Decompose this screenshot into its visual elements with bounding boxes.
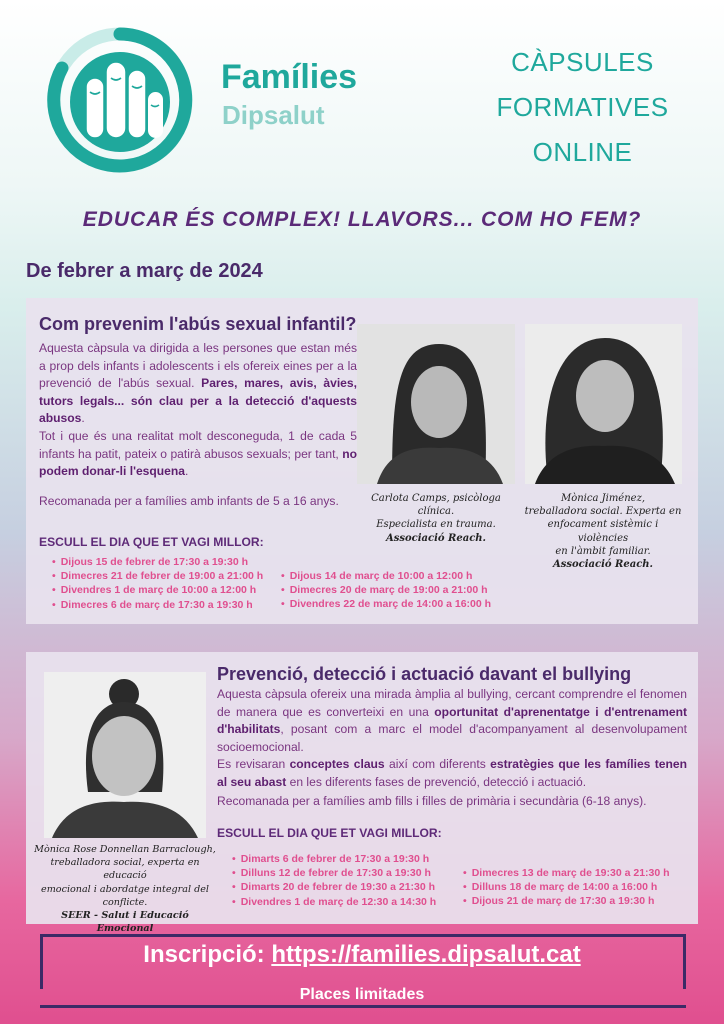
session-item: • Dijous 15 de febrer de 17:30 a 19:30 h [52,555,263,569]
recommended-age: Recomanada per a famílies amb fills i filles de primària i secundària (6-18 anys). [217,794,647,808]
speaker-photo [357,324,515,484]
capsules-line: CÀPSULES [511,47,654,77]
choose-day-heading: ESCULL EL DIA QUE ET VAGI MILLOR: [39,535,264,549]
capsules-line: FORMATIVES [496,92,669,122]
registration-line [0,941,724,969]
capsules-line: ONLINE [532,137,633,167]
person-portrait-icon [357,324,515,484]
recommended-age: Recomanada per a famílies amb infants de 5 a 16 anys. [39,494,339,508]
session-item: • Dimecres 21 de febrer de 19:00 a 21:00 h [52,569,263,583]
session-item: • Dijous 14 de març de 10:00 a 12:00 h [281,569,491,583]
session-item: • Dimarts 6 de febrer de 17:30 a 19:30 h [232,852,436,866]
capsule-card-bullying [26,652,698,935]
capsule-description: Aquesta càpsula ofereix una mirada àmplia al bullying, cercant comprendre el fenomen de manera que es converteixi en una oportunitat d'aprenentatge i d'entrenament d'habilitats, posant com a marc el model d'acompanyament al desenvolupament socioemocional. Es revisaran conceptes claus així com diferents estratègies que les famílies tenen al seu abast en les diferents fases de prevenció, detecció i actuació. [217,687,687,789]
session-item: • Dimecres 13 de març de 19:30 a 21:30 h [463,866,670,880]
person-portrait-icon [44,672,206,838]
speaker-photo [44,672,206,838]
session-item: • Dijous 21 de març de 17:30 a 19:30 h [463,894,670,908]
session-list [281,569,491,612]
capsule-card-abuse [26,298,698,624]
speaker-caption: Carlota Camps, psicòloga clínica. Especialista en trauma. Associació Reach. [371,493,501,544]
session-item: • Dilluns 18 de març de 14:00 a 16:00 h [463,880,670,894]
session-list [232,852,436,909]
session-item: • Dimarts 20 de febrer de 19:30 a 21:30 h [232,880,436,894]
person-portrait-icon [525,324,682,484]
registration-link[interactable]: https://families.dipsalut.cat [271,941,581,968]
session-list [52,555,263,612]
session-item: • Divendres 22 de març de 14:00 a 16:00 h [281,597,491,611]
session-item: • Divendres 1 de març de 12:30 a 14:30 h [232,895,436,909]
brand-subtitle: Dipsalut [222,100,325,130]
session-list [463,866,670,909]
choose-day-heading: ESCULL EL DIA QUE ET VAGI MILLOR: [217,826,442,840]
families-logo-icon [40,20,200,180]
date-range: De febrer a març de 2024 [26,260,263,282]
capsules-heading [490,40,675,175]
capsule-title: Com prevenim l'abús sexual infantil? [39,314,357,334]
speaker-photo [525,324,682,484]
session-item: • Dilluns 12 de febrer de 17:30 a 19:30 h [232,866,436,880]
speaker-caption: Mònica Jiménez, treballadora social. Experta en enfocament sistèmic i violències en l'àmbit familiar. Associació Reach. [524,493,682,571]
limited-places-note: Places limitades [299,986,425,1003]
capsule-description: Aquesta càpsula va dirigida a les persones que estan més a prop dels infants i adolescents i els ofereix eines per a la prevenció de l'abús sexual. Pares, mares, avis, àvies, tutors legals... són clau per a la detecció d'aquests abusos. Tot i que és una realitat molt desconeguda, 1 de cada 5 infants ha patit, pateix o patirà abusos sexuals; per tant, no podem donar-li l'esquena. [39,341,357,479]
tagline: EDUCAR ÉS COMPLEX! LLAVORS... COM HO FEM? [82,208,642,231]
session-item: • Dimecres 20 de març de 19:00 a 21:00 h [281,583,491,597]
registration-frame-divider [40,1005,686,1008]
session-item: • Divendres 1 de març de 10:00 a 12:00 h [52,583,263,597]
registration-label: Inscripció: [143,941,272,968]
session-item: • Dimecres 6 de març de 17:30 a 19:30 h [52,598,263,612]
speaker-caption: Mònica Rose Donnellan Barraclough, treballadora social, experta en educació emocional i abordatge integral del conflicte. SEER - Salut i Educació Emocional [34,844,216,935]
capsule-title: Prevenció, detecció i actuació davant el bullying [217,664,632,684]
brand-title: Famílies [221,58,358,96]
